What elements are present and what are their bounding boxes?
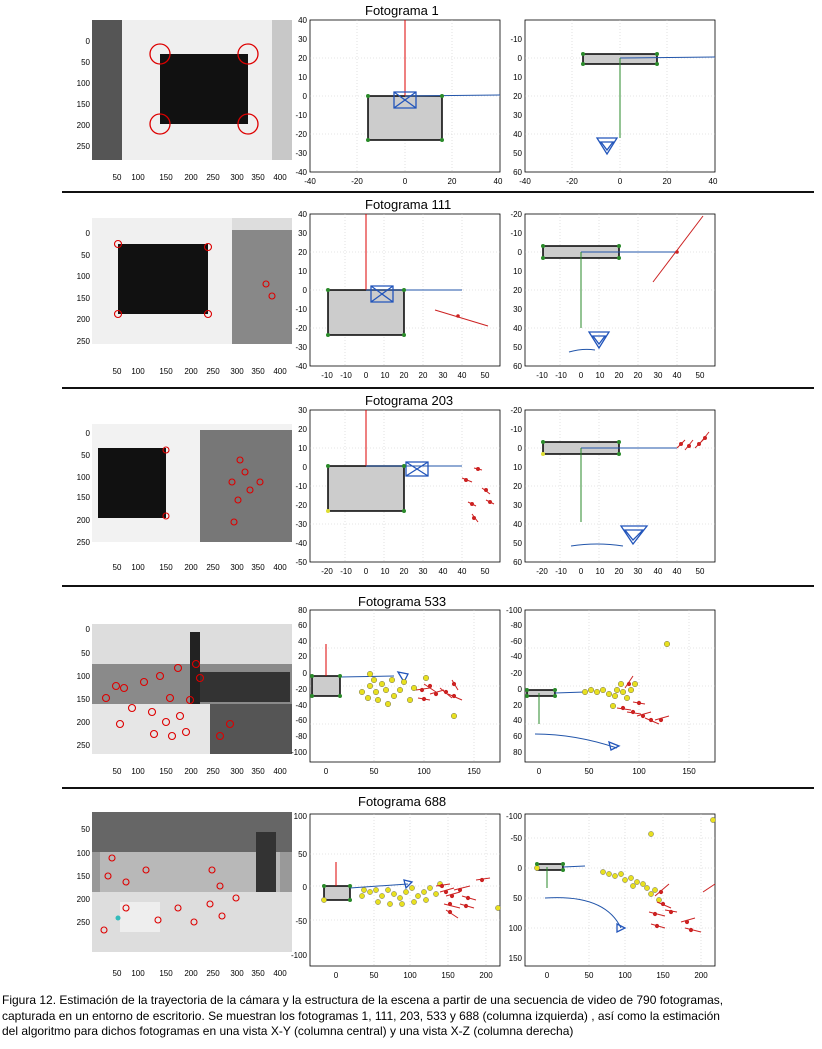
svg-text:-20: -20 <box>510 210 522 219</box>
svg-text:50: 50 <box>81 649 90 658</box>
svg-text:200: 200 <box>76 718 90 727</box>
svg-text:200: 200 <box>479 971 493 980</box>
svg-text:-20: -20 <box>295 501 307 510</box>
svg-text:20: 20 <box>513 92 522 101</box>
svg-text:150: 150 <box>467 767 481 776</box>
svg-text:100: 100 <box>76 849 90 858</box>
svg-text:40: 40 <box>457 371 467 380</box>
svg-text:40: 40 <box>298 637 307 646</box>
xz-view-plot <box>505 14 720 189</box>
svg-text:40: 40 <box>653 567 663 576</box>
svg-text:20: 20 <box>298 425 307 434</box>
svg-text:40: 40 <box>298 16 307 25</box>
svg-text:400: 400 <box>273 563 287 572</box>
svg-text:-40: -40 <box>510 652 522 661</box>
frame-title: Fotograma 111 <box>365 197 452 212</box>
svg-text:150: 150 <box>76 100 90 109</box>
svg-text:100: 100 <box>76 672 90 681</box>
svg-text:-10: -10 <box>295 111 307 120</box>
svg-text:80: 80 <box>298 606 307 615</box>
svg-text:150: 150 <box>508 954 522 963</box>
svg-text:0: 0 <box>544 971 550 980</box>
svg-text:40: 40 <box>457 567 467 576</box>
svg-text:50: 50 <box>298 850 307 859</box>
svg-text:150: 150 <box>159 367 173 376</box>
caption-line: capturada en un entorno de escritorio. Se muestran los fotogramas 1, 111, 203, 533 y 688 (columna izquierda) , así como la estimación <box>2 1008 720 1023</box>
svg-text:-10: -10 <box>555 567 567 576</box>
svg-text:-10: -10 <box>536 371 548 380</box>
frame-title: Fotograma 203 <box>365 393 454 408</box>
svg-text:350: 350 <box>251 969 265 978</box>
svg-text:0: 0 <box>517 248 522 257</box>
svg-text:-100: -100 <box>290 748 307 757</box>
divider <box>62 191 814 193</box>
svg-text:50: 50 <box>480 567 490 576</box>
svg-text:250: 250 <box>76 142 90 151</box>
svg-text:50: 50 <box>81 58 90 67</box>
svg-text:0: 0 <box>578 371 584 380</box>
svg-text:60: 60 <box>513 168 522 177</box>
svg-text:200: 200 <box>184 767 198 776</box>
camera-image <box>60 612 294 782</box>
svg-text:250: 250 <box>76 538 90 547</box>
svg-text:-10: -10 <box>321 371 333 380</box>
svg-text:-40: -40 <box>304 177 316 186</box>
svg-text:0: 0 <box>85 229 90 238</box>
svg-text:20: 20 <box>298 54 307 63</box>
svg-text:150: 150 <box>159 969 173 978</box>
svg-text:100: 100 <box>508 924 522 933</box>
svg-text:20: 20 <box>614 371 624 380</box>
svg-text:300: 300 <box>230 367 244 376</box>
camera-image <box>60 812 294 984</box>
svg-text:40: 40 <box>672 371 682 380</box>
svg-text:150: 150 <box>159 563 173 572</box>
svg-text:50: 50 <box>513 539 522 548</box>
svg-text:50: 50 <box>695 371 705 380</box>
svg-text:200: 200 <box>184 173 198 182</box>
svg-text:-40: -40 <box>295 539 307 548</box>
svg-text:50: 50 <box>584 767 594 776</box>
svg-text:350: 350 <box>251 173 265 182</box>
svg-text:250: 250 <box>76 741 90 750</box>
svg-text:10: 10 <box>595 371 605 380</box>
svg-text:-60: -60 <box>510 637 522 646</box>
svg-text:0: 0 <box>363 371 369 380</box>
svg-text:-10: -10 <box>555 371 567 380</box>
svg-text:100: 100 <box>131 969 145 978</box>
svg-text:0: 0 <box>302 286 307 295</box>
svg-text:250: 250 <box>206 969 220 978</box>
svg-text:10: 10 <box>513 267 522 276</box>
svg-text:30: 30 <box>513 305 522 314</box>
svg-text:300: 300 <box>230 767 244 776</box>
svg-text:0: 0 <box>402 177 408 186</box>
svg-text:30: 30 <box>653 371 663 380</box>
svg-text:0: 0 <box>323 767 329 776</box>
xz-view-plot <box>505 804 720 984</box>
svg-text:50: 50 <box>81 825 90 834</box>
svg-text:-30: -30 <box>295 520 307 529</box>
svg-text:0: 0 <box>85 37 90 46</box>
svg-text:20: 20 <box>298 248 307 257</box>
svg-text:150: 150 <box>76 493 90 502</box>
svg-text:60: 60 <box>513 732 522 741</box>
svg-text:150: 150 <box>441 971 455 980</box>
svg-text:0: 0 <box>302 669 307 678</box>
svg-text:100: 100 <box>76 79 90 88</box>
svg-text:50: 50 <box>112 173 122 182</box>
frame-title: Fotograma 533 <box>358 594 447 609</box>
svg-text:0: 0 <box>302 883 307 892</box>
svg-text:-10: -10 <box>340 567 352 576</box>
svg-text:-20: -20 <box>321 567 333 576</box>
svg-text:50: 50 <box>513 343 522 352</box>
svg-text:40: 40 <box>438 567 448 576</box>
svg-text:-80: -80 <box>510 621 522 630</box>
svg-text:20: 20 <box>447 177 457 186</box>
svg-text:0: 0 <box>363 567 369 576</box>
svg-text:50: 50 <box>695 567 705 576</box>
svg-text:20: 20 <box>418 371 428 380</box>
caption-line: del algoritmo para dichos fotogramas en una vista X-Y (columna central) y una vista X-Z (columna derecha) <box>2 1024 574 1038</box>
svg-text:200: 200 <box>184 563 198 572</box>
svg-text:250: 250 <box>206 173 220 182</box>
svg-text:-20: -20 <box>536 567 548 576</box>
svg-text:200: 200 <box>76 516 90 525</box>
frame-title: Fotograma 1 <box>365 3 439 18</box>
svg-text:80: 80 <box>513 748 522 757</box>
svg-text:200: 200 <box>694 971 708 980</box>
svg-text:300: 300 <box>230 173 244 182</box>
svg-text:250: 250 <box>76 918 90 927</box>
svg-text:10: 10 <box>595 567 605 576</box>
frame-band-3 <box>0 390 822 586</box>
svg-text:-20: -20 <box>351 177 363 186</box>
svg-text:200: 200 <box>184 367 198 376</box>
svg-text:250: 250 <box>76 337 90 346</box>
svg-text:60: 60 <box>298 621 307 630</box>
svg-text:0: 0 <box>578 567 584 576</box>
svg-text:40: 40 <box>672 567 682 576</box>
svg-text:40: 40 <box>493 177 503 186</box>
svg-text:40: 40 <box>513 324 522 333</box>
svg-text:50: 50 <box>584 971 594 980</box>
svg-text:250: 250 <box>206 767 220 776</box>
svg-text:10: 10 <box>298 267 307 276</box>
svg-text:30: 30 <box>298 406 307 415</box>
svg-text:100: 100 <box>632 767 646 776</box>
svg-text:10: 10 <box>298 444 307 453</box>
svg-text:400: 400 <box>273 767 287 776</box>
camera-image <box>60 420 294 578</box>
svg-text:250: 250 <box>206 563 220 572</box>
svg-text:0: 0 <box>517 54 522 63</box>
svg-text:40: 40 <box>513 130 522 139</box>
divider <box>62 787 814 789</box>
svg-text:10: 10 <box>513 73 522 82</box>
svg-text:50: 50 <box>81 251 90 260</box>
svg-text:0: 0 <box>302 92 307 101</box>
svg-text:-20: -20 <box>566 177 578 186</box>
svg-text:-40: -40 <box>295 701 307 710</box>
svg-text:350: 350 <box>251 563 265 572</box>
svg-text:-20: -20 <box>295 130 307 139</box>
divider <box>62 387 814 389</box>
svg-text:-60: -60 <box>295 716 307 725</box>
caption-line: Figura 12. Estimación de la trayectoria de la cámara y la estructura de la escena a partir de una secuencia de video de 790 fotogramas, <box>2 993 724 1007</box>
figure-caption <box>2 993 820 1040</box>
xz-view-plot <box>505 604 720 779</box>
svg-text:400: 400 <box>273 173 287 182</box>
svg-text:150: 150 <box>682 767 696 776</box>
svg-text:50: 50 <box>81 451 90 460</box>
xy-view-plot <box>290 604 505 779</box>
xz-view-plot <box>505 404 720 579</box>
svg-text:-20: -20 <box>295 685 307 694</box>
svg-text:-30: -30 <box>295 343 307 352</box>
svg-text:150: 150 <box>76 872 90 881</box>
svg-text:50: 50 <box>112 969 122 978</box>
frame-band-1 <box>0 0 822 192</box>
svg-text:20: 20 <box>513 286 522 295</box>
xy-view-plot <box>290 14 505 189</box>
svg-text:350: 350 <box>251 367 265 376</box>
svg-text:0: 0 <box>617 177 623 186</box>
svg-text:100: 100 <box>131 767 145 776</box>
svg-text:-40: -40 <box>295 168 307 177</box>
svg-text:-50: -50 <box>295 558 307 567</box>
svg-text:100: 100 <box>131 563 145 572</box>
xy-view-plot <box>290 804 505 984</box>
svg-text:40: 40 <box>708 177 718 186</box>
svg-text:40: 40 <box>298 210 307 219</box>
svg-text:200: 200 <box>76 895 90 904</box>
svg-text:50: 50 <box>369 971 379 980</box>
svg-text:30: 30 <box>298 35 307 44</box>
svg-text:100: 100 <box>131 173 145 182</box>
svg-text:30: 30 <box>438 371 448 380</box>
svg-text:-80: -80 <box>295 732 307 741</box>
svg-text:20: 20 <box>298 652 307 661</box>
svg-text:-40: -40 <box>519 177 531 186</box>
frame-band-2 <box>0 194 822 388</box>
svg-text:100: 100 <box>131 367 145 376</box>
svg-text:200: 200 <box>76 121 90 130</box>
svg-text:-10: -10 <box>510 425 522 434</box>
svg-text:100: 100 <box>293 812 307 821</box>
frame-title: Fotograma 688 <box>358 794 447 809</box>
svg-text:60: 60 <box>513 362 522 371</box>
xy-view-plot <box>290 208 505 383</box>
svg-text:20: 20 <box>399 567 409 576</box>
svg-text:0: 0 <box>302 463 307 472</box>
svg-text:-100: -100 <box>505 812 522 821</box>
svg-text:300: 300 <box>230 563 244 572</box>
svg-text:20: 20 <box>513 701 522 710</box>
svg-text:250: 250 <box>206 367 220 376</box>
svg-text:-100: -100 <box>505 606 522 615</box>
svg-text:-20: -20 <box>510 669 522 678</box>
svg-text:100: 100 <box>618 971 632 980</box>
svg-text:50: 50 <box>513 894 522 903</box>
svg-text:0: 0 <box>517 685 522 694</box>
svg-text:40: 40 <box>513 520 522 529</box>
svg-text:-20: -20 <box>510 406 522 415</box>
svg-text:30: 30 <box>298 229 307 238</box>
svg-text:400: 400 <box>273 969 287 978</box>
svg-text:100: 100 <box>76 272 90 281</box>
camera-image <box>60 14 294 184</box>
svg-text:30: 30 <box>633 567 643 576</box>
svg-text:-10: -10 <box>340 371 352 380</box>
xz-view-plot <box>505 208 720 383</box>
svg-text:50: 50 <box>112 767 122 776</box>
svg-text:150: 150 <box>159 173 173 182</box>
svg-text:20: 20 <box>633 371 643 380</box>
svg-text:200: 200 <box>184 969 198 978</box>
svg-text:10: 10 <box>380 371 390 380</box>
svg-text:150: 150 <box>76 294 90 303</box>
svg-text:0: 0 <box>517 444 522 453</box>
svg-text:30: 30 <box>513 501 522 510</box>
svg-text:0: 0 <box>536 767 542 776</box>
svg-text:-40: -40 <box>295 362 307 371</box>
svg-text:20: 20 <box>513 482 522 491</box>
svg-text:-10: -10 <box>510 229 522 238</box>
svg-text:150: 150 <box>76 695 90 704</box>
xy-view-plot <box>290 404 505 579</box>
svg-text:60: 60 <box>513 558 522 567</box>
svg-text:350: 350 <box>251 767 265 776</box>
svg-text:20: 20 <box>662 177 672 186</box>
svg-text:10: 10 <box>298 73 307 82</box>
svg-text:40: 40 <box>513 716 522 725</box>
svg-text:10: 10 <box>380 567 390 576</box>
camera-image <box>60 214 294 382</box>
svg-text:150: 150 <box>656 971 670 980</box>
svg-text:-20: -20 <box>295 324 307 333</box>
svg-text:20: 20 <box>614 567 624 576</box>
svg-text:400: 400 <box>273 367 287 376</box>
svg-text:-10: -10 <box>295 305 307 314</box>
svg-text:-10: -10 <box>510 35 522 44</box>
svg-text:0: 0 <box>85 625 90 634</box>
svg-text:-50: -50 <box>510 834 522 843</box>
svg-text:-10: -10 <box>295 482 307 491</box>
svg-text:150: 150 <box>159 767 173 776</box>
svg-text:0: 0 <box>517 864 522 873</box>
svg-text:50: 50 <box>513 149 522 158</box>
svg-text:20: 20 <box>399 371 409 380</box>
svg-text:100: 100 <box>417 767 431 776</box>
divider <box>62 585 814 587</box>
svg-text:100: 100 <box>403 971 417 980</box>
frame-band-4 <box>0 590 822 786</box>
svg-text:-50: -50 <box>295 917 307 926</box>
svg-text:0: 0 <box>333 971 339 980</box>
svg-text:200: 200 <box>76 315 90 324</box>
svg-text:30: 30 <box>418 567 428 576</box>
svg-text:50: 50 <box>112 367 122 376</box>
svg-text:0: 0 <box>85 429 90 438</box>
svg-text:300: 300 <box>230 969 244 978</box>
svg-text:-30: -30 <box>295 149 307 158</box>
frame-band-5 <box>0 790 822 988</box>
svg-text:10: 10 <box>513 463 522 472</box>
svg-text:50: 50 <box>480 371 490 380</box>
svg-text:50: 50 <box>112 563 122 572</box>
svg-text:100: 100 <box>76 473 90 482</box>
svg-text:50: 50 <box>369 767 379 776</box>
svg-text:30: 30 <box>513 111 522 120</box>
svg-text:-100: -100 <box>290 951 307 960</box>
